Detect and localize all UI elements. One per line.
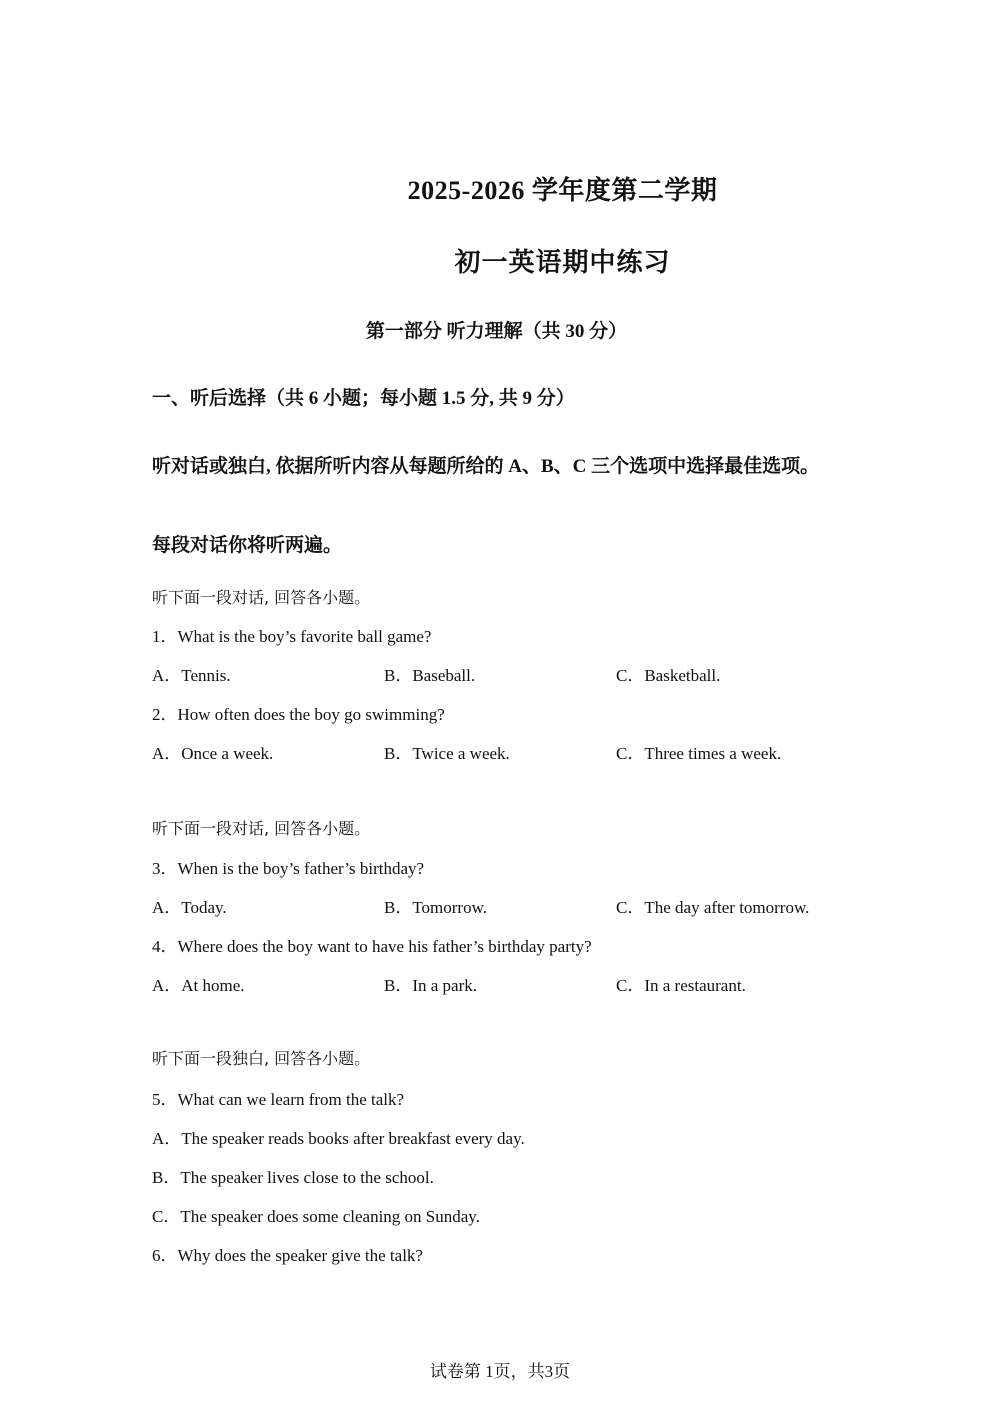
- option-c: C．The day after tomorrow.: [616, 898, 810, 917]
- question-stem: 2．How often does the boy go swimming?: [152, 705, 445, 724]
- options-row: [0, 971, 1000, 995]
- group-intro: 听下面一段对话, 回答各小题。: [152, 819, 371, 838]
- options-row: [0, 661, 1000, 685]
- option-b: B．Baseball.: [384, 666, 476, 685]
- option-b: B．The speaker lives close to the school.: [152, 1168, 434, 1187]
- exam-title: 2025-2026 学年度第二学期: [407, 176, 718, 205]
- group-intro: 听下面一段独白, 回答各小题。: [152, 1049, 371, 1068]
- question-stem: 4．Where does the boy want to have his father’s birthday party?: [152, 937, 592, 956]
- question-stem: 6．Why does the speaker give the talk?: [152, 1246, 423, 1265]
- option-b: B．Twice a week.: [384, 744, 510, 763]
- option-c: C．Three times a week.: [616, 744, 782, 763]
- options-row: [0, 893, 1000, 917]
- option-a: A．The speaker reads books after breakfast every day.: [152, 1129, 525, 1148]
- question-stem: 1．What is the boy’s favorite ball game?: [152, 627, 432, 646]
- option-a: A．At home.: [152, 976, 245, 995]
- part-one-title: 第一部分 听力理解（共 30 分）: [365, 321, 628, 342]
- option-b: B．In a park.: [384, 976, 478, 995]
- options-row: [0, 739, 1000, 763]
- question-stem: 5．What can we learn from the talk?: [152, 1090, 405, 1109]
- question-stem: 3．When is the boy’s father’s birthday?: [152, 859, 425, 878]
- option-c: C．The speaker does some cleaning on Sunday.: [152, 1207, 480, 1226]
- option-c: C．In a restaurant.: [616, 976, 746, 995]
- instruction-text: 听对话或独白, 依据所听内容从每题所给的 A、B、C 三个选项中选择最佳选项。: [152, 456, 820, 477]
- instruction-text: 每段对话你将听两遍。: [152, 535, 343, 556]
- exam-subtitle: 初一英语期中练习: [454, 248, 671, 277]
- section-heading: 一、听后选择（共 6 小题；每小题 1.5 分, 共 9 分）: [152, 388, 575, 409]
- option-a: A．Tennis.: [152, 666, 231, 685]
- option-a: A．Today.: [152, 898, 227, 917]
- option-a: A．Once a week.: [152, 744, 274, 763]
- option-b: B．Tomorrow.: [384, 898, 488, 917]
- page-number: 试卷第 1页，共3页: [429, 1362, 571, 1381]
- group-intro: 听下面一段对话, 回答各小题。: [152, 588, 371, 607]
- option-c: C．Basketball.: [616, 666, 721, 685]
